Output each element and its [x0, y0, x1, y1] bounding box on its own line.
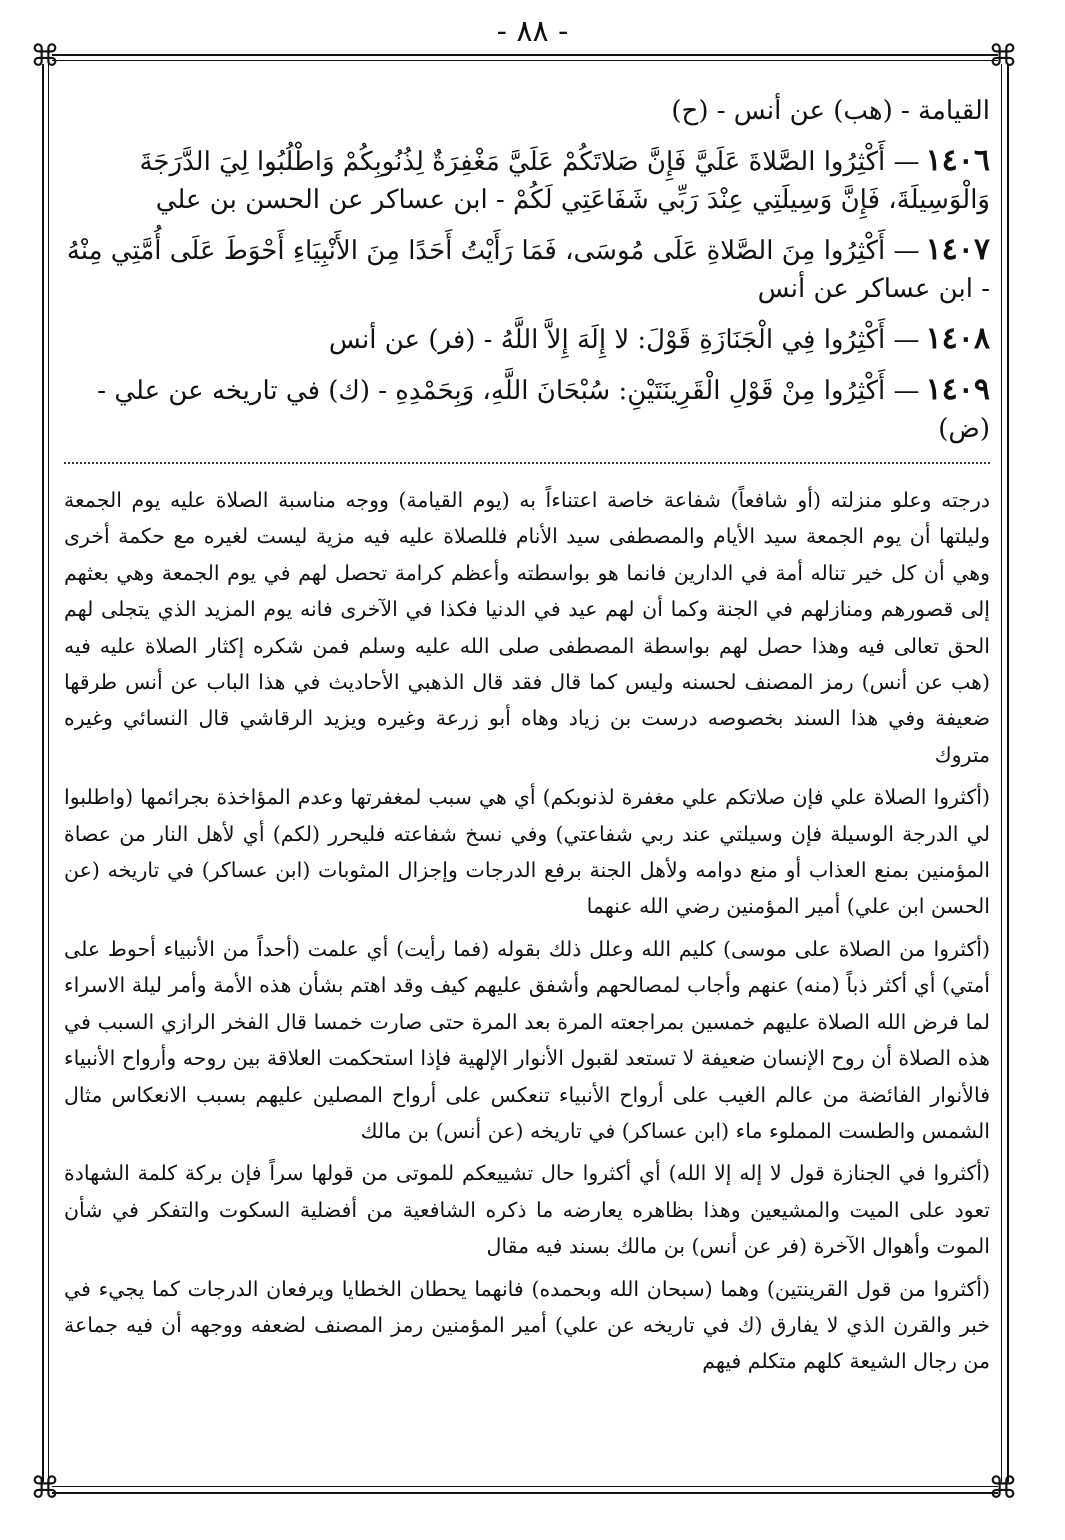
commentary-paragraph: (أكثروا الصلاة علي فإن صلاتكم علي مغفرة لذنوبكم) أي هي سبب لمغفرتها وعدم المؤاخذة بجرائمها (واطلبوا لي الدرجة الوسيلة فإن وسيلتي عند ربي شفاعتي) وفي نسخ شفاعته فليحرر (لكم) أي لأهل النار من عصاة المؤمنين بمنع العذاب أو منع دوامه ولأهل الجنة برفع الدرجات وإجزال المثوبات (ابن عساكر) في تاريخه (عن الحسن ابن علي) أمير المؤمنين رضي الله عنهما: [64, 785, 990, 919]
knot-ornament-icon: ⌘: [30, 39, 60, 74]
frame-right-outer: [1007, 64, 1009, 1482]
hadith-number: ١٤٠٨: [925, 321, 990, 356]
dotted-separator: [64, 462, 990, 464]
hadith-text: — أَكْثِرُوا مِنَ الصَّلاةِ عَلَى مُوسَى، فَمَا رَأَيْتُ أَحَدًا مِنَ الأَنْبِيَاءِ أَحْوَطَ عَلَى أُمَّتِي مِنْهُ - ابن عساكر عن أنس: [66, 236, 990, 304]
hadith-entry: [64, 320, 990, 359]
hadith-entry: [64, 142, 990, 219]
frame-top-inner: [52, 60, 998, 61]
page-number: - ٨٨ -: [496, 14, 569, 49]
knot-ornament-icon: ⌘: [988, 39, 1018, 74]
hadith-text: القيامة - (هب) عن أنس - (ح): [671, 96, 990, 126]
hadith-entry: [64, 371, 990, 448]
knot-ornament-icon: ⌘: [988, 1471, 1018, 1506]
commentary-paragraph: (أكثروا من قول القرينتين) وهما (سبحان الله وبحمده) فانهما يحطان الخطايا ويرفعان الدرجات كما يجيء في خبر والقرن الذي لا يفارق (ك في تاريخه عن علي) أمير المؤمنين رمز المصنف لضعفه ووجهه أن فيه جماعة من رجال الشيعة كلهم متكلم فيهم: [64, 1276, 990, 1374]
knot-ornament-icon: ⌘: [30, 1471, 60, 1506]
frame-top-outer: [52, 54, 998, 56]
page-content: [64, 92, 990, 1382]
commentary-paragraph: (أكثروا في الجنازة قول لا إله إلا الله) أي أكثروا حال تشييعكم للموتى من قولها سراً فإن بركة كلمة الشهادة تعود على الميت والمشيعين وهذا بظاهره يعارضه ما ذكره الشافعية من أفضلية السكوت والتفكر في شأن الموت وأهوال الآخرة (فر عن أنس) بن مالك بسند فيه مقال: [64, 1161, 990, 1259]
commentary-section: [64, 482, 990, 1380]
hadith-text: — أَكْثِرُوا الصَّلاةَ عَلَيَّ فَإِنَّ صَلاتَكُمْ عَلَيَّ مَغْفِرَةٌ لِذُنُوبِكُمْ وَاطْلُبُوا لِيَ الدَّرَجَةَ وَالْوَسِيلَةَ، فَإِنَّ وَسِيلَتِي عِنْدَ رَبِّي شَفَاعَتِي لَكُمْ - ابن عساكر عن الحسن بن علي: [139, 147, 990, 215]
hadith-text: — أَكْثِرُوا فِي الْجَنَازَةِ قَوْلَ: لا إِلَهَ إِلاَّ اللَّهُ - (فر) عن أنس: [328, 325, 920, 355]
hadith-entry: [64, 231, 990, 308]
hadith-number: ١٤٠٩: [925, 372, 990, 407]
frame-right-inner: [1001, 64, 1002, 1482]
frame-left-outer: [42, 64, 44, 1482]
hadith-number: ١٤٠٦: [925, 143, 990, 178]
hadith-number: ١٤٠٧: [925, 232, 990, 267]
frame-left-inner: [48, 64, 49, 1482]
commentary-paragraph: درجته وعلو منزلته (أو شافعاً) شفاعة خاصة اعتناءاً به (يوم القيامة) ووجه مناسبة الصلاة عليه يوم الجمعة وليلتها أن يوم الجمعة سيد الأيام والمصطفى سيد الأنام فللصلاة عليه فيه مزية ليست لغيره مع حكمة أخرى وهي أن كل خير تناله أمة في الدارين فانما هو بواسطته وأعظم كرامة تحصل لهم في يوم الجمعة وهي بعثهم إلى قصورهم ومنازلهم في الجنة وكما أن لهم عيد في الدنيا فكذا في الآخرى فانه يوم المزيد الذي يتجلى لهم الحق تعالى فيه وهذا حصل لهم بواسطة المصطفى صلى الله عليه وسلم فمن شكره إكثار الصلاة عليه فيه (هب عن أنس) رمز المصنف لحسنه وليس كما قال فقد قال الذهبي الأحاديث في هذا الباب عن أنس طرقها ضعيفة وفي هذا السند بخصوصه درست بن زياد وهاه أبو زرعة وغيره ويزيد الرقاشي قال النسائي وغيره متروك: [64, 488, 990, 767]
commentary-paragraph: (أكثروا من الصلاة على موسى) كليم الله وعلل ذلك بقوله (فما رأيت) أي علمت (أحداً من الأنبياء أحوط على أمتي) أي أكثر ذباً (منه) عنهم وأجاب لمصالحهم وأشفق عليهم كيف وقد اهتم بشأن هذه الأمة وأمر ليلة الاسراء لما فرض الله الصلاة عليهم خمسين بمراجعته المرة بعد المرة حتى صارت خمسا قال الفخر الرازي السبب في هذه الصلاة أن روح الإنسان ضعيفة لا تستعد لقبول الأنوار الإلهية فإذا استحكمت العلاقة بين روحه وأرواح الأنبياء فالأنوار الفائضة من عالم الغيب على أرواح الأنبياء تنعكس على أرواح المصلين عليهم بسبب الانعكاس مثال الشمس والطست المملوء ماء (ابن عساكر) في تاريخه (عن أنس) بن مالك: [64, 936, 990, 1143]
hadith-continuation: [64, 92, 990, 130]
hadith-section: [64, 92, 990, 448]
frame-bottom-inner: [52, 1486, 998, 1487]
frame-bottom-outer: [52, 1492, 998, 1494]
hadith-text: — أَكْثِرُوا مِنْ قَوْلِ الْقَرِينَتَيْنِ: سُبْحَانَ اللَّهِ، وَبِحَمْدِهِ - (ك) في تاريخه عن علي - (ض): [97, 376, 990, 444]
